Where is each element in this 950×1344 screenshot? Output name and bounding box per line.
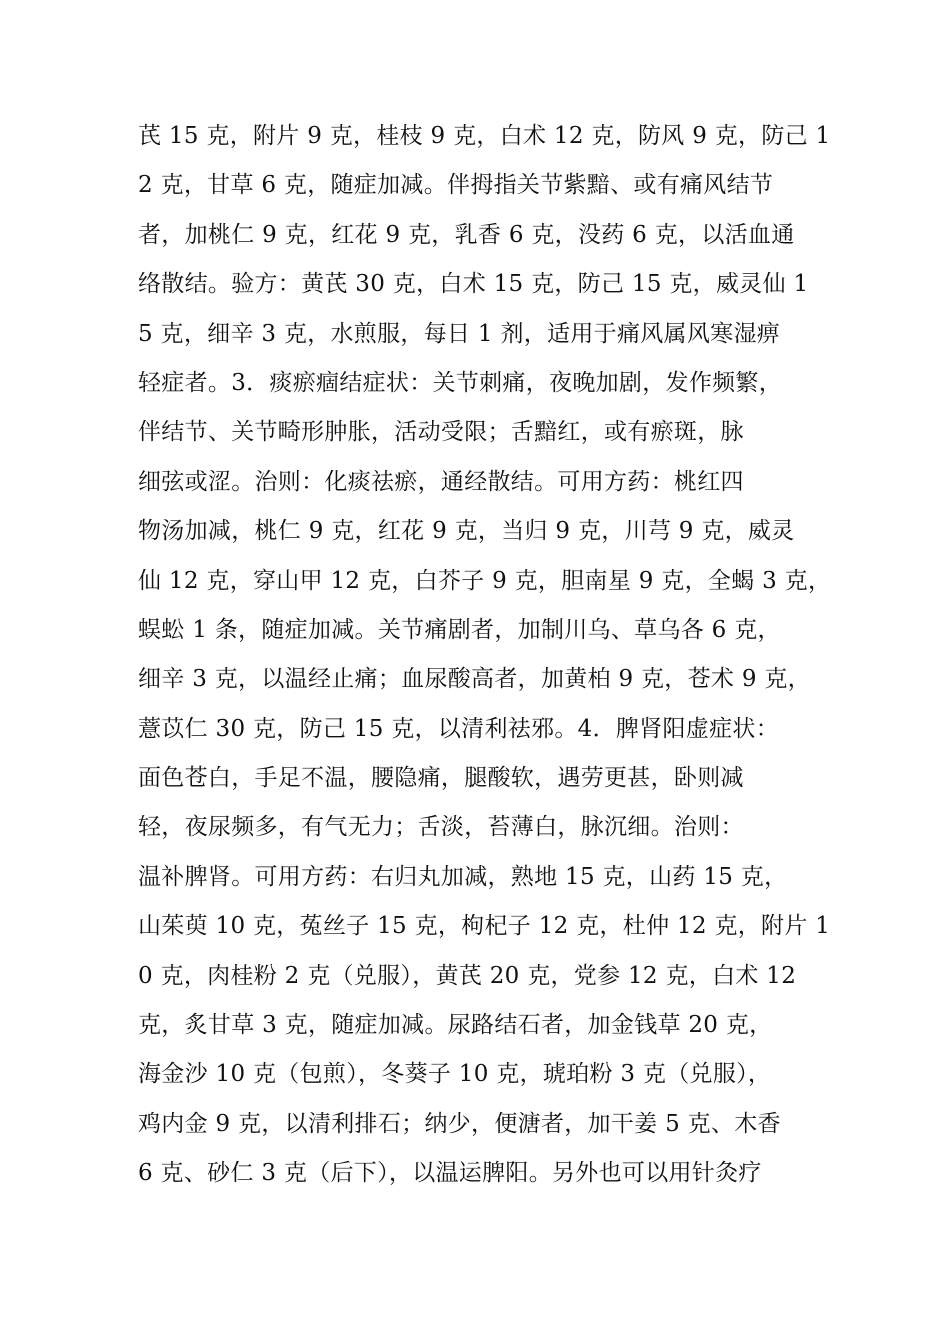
text-line: 物汤加减，桃仁 9 克，红花 9 克，当归 9 克，川芎 9 克，威灵 — [138, 518, 795, 545]
text-line: 鸡内金 9 克，以清利排石；纳少，便溏者，加干姜 5 克、木香 — [138, 1110, 781, 1137]
text-line: 细弦或涩。治则：化痰祛瘀，通经散结。可用方药：桃红四 — [138, 468, 744, 495]
text-line: 海金沙 10 克（包煎），冬葵子 10 克，琥珀粉 3 克（兑服）， — [138, 1061, 772, 1088]
text-line: 轻，夜尿频多，有气无力；舌淡，苔薄白，脉沉细。治则： — [138, 814, 744, 841]
text-line: 6 克、砂仁 3 克（后下），以温运脾阳。另外也可以用针灸疗 — [138, 1160, 762, 1187]
text-line: 蜈蚣 1 条，随症加减。关节痛剧者，加制川乌、草乌各 6 克， — [138, 616, 781, 643]
text-line: 克，炙甘草 3 克，随症加减。尿路结石者，加金钱草 20 克， — [138, 1012, 773, 1039]
text-line: 轻症者。3．痰瘀痼结症状：关节刺痛，夜晚加剧，发作频繁， — [138, 369, 783, 396]
text-line: 2 克，甘草 6 克，随症加减。伴拇指关节紫黯、或有痛风结节 — [138, 172, 774, 199]
text-line: 细辛 3 克，以温经止痛；血尿酸高者，加黄柏 9 克，苍术 9 克， — [138, 666, 811, 693]
text-line: 面色苍白，手足不温，腰隐痛，腿酸软，遇劳更甚，卧则减 — [138, 765, 744, 792]
text-line: 芪 15 克，附片 9 克，桂枝 9 克，白术 12 克，防风 9 克，防己 1 — [138, 123, 831, 149]
text-line: 山茱萸 10 克，菟丝子 15 克，枸杞子 12 克，杜仲 12 克，附片 1 — [138, 913, 831, 940]
text-line: 0 克，肉桂粉 2 克（兑服），黄芪 20 克，党参 12 克，白术 12 — [138, 962, 797, 989]
text-line: 者，加桃仁 9 克，红花 9 克，乳香 6 克，没药 6 克，以活血通 — [138, 221, 795, 248]
text-line: 伴结节、关节畸形肿胀，活动受限；舌黯红，或有瘀斑，脉 — [138, 419, 744, 446]
body-text — [138, 112, 838, 1199]
text-line: 络散结。验方：黄芪 30 克，白术 15 克，防己 15 克，威灵仙 1 — [138, 271, 809, 298]
text-line: 温补脾肾。可用方药：右归丸加减，熟地 15 克，山药 15 克， — [138, 863, 788, 890]
text-line: 薏苡仁 30 克，防己 15 克，以清利祛邪。4．脾肾阳虚症状： — [138, 715, 780, 742]
text-line: 5 克，细辛 3 克，水煎服，每日 1 剂，适用于痛风属风寒湿痹 — [138, 320, 781, 347]
text-line: 仙 12 克，穿山甲 12 克，白芥子 9 克，胆南星 9 克，全蝎 3 克， — [138, 567, 832, 594]
